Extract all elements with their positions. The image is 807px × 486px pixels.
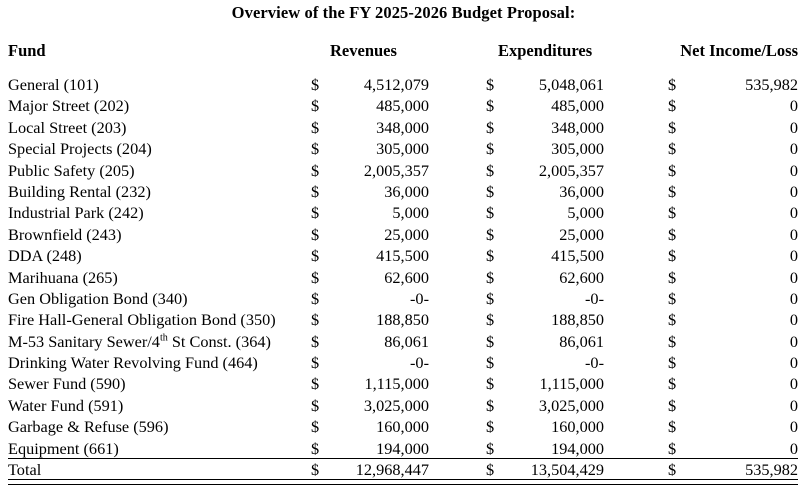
fund-name: Water Fund (591): [8, 395, 124, 415]
table-header-row: [0, 41, 807, 63]
currency-symbol-expenditures: $: [486, 75, 495, 94]
currency-symbol-expenditures: $: [486, 438, 495, 458]
net-value: 0: [789, 117, 798, 137]
currency-symbol-revenues: $: [311, 139, 320, 159]
fund-name: Industrial Park (242): [8, 203, 144, 223]
currency-symbol-expenditures: $: [486, 353, 495, 373]
currency-symbol-revenues: $: [311, 374, 320, 394]
currency-symbol-expenditures: $: [486, 417, 495, 437]
fund-name: Fire Hall-General Obligation Bond (350): [8, 310, 276, 330]
expenditures-value: 25,000: [559, 224, 604, 244]
currency-symbol-revenues: $: [311, 203, 320, 223]
expenditures-value: 36,000: [559, 181, 604, 201]
currency-symbol-net: $: [668, 288, 677, 308]
currency-symbol-revenues: $: [311, 160, 320, 180]
currency-symbol-net: $: [668, 460, 677, 479]
expenditures-value: 2,005,357: [538, 160, 604, 180]
fund-name: Local Street (203): [8, 117, 127, 137]
table-row: [0, 95, 807, 116]
table-row: [0, 309, 807, 330]
net-value: 0: [789, 417, 798, 437]
table-row: [0, 373, 807, 394]
net-value: 0: [789, 288, 798, 308]
net-value: 0: [789, 331, 798, 351]
net-value: 0: [789, 96, 798, 116]
table-row: [0, 202, 807, 223]
currency-symbol-revenues: $: [311, 417, 320, 437]
currency-symbol-revenues: $: [311, 224, 320, 244]
revenues-value: -0-: [410, 353, 429, 373]
revenues-value: 194,000: [376, 438, 429, 458]
currency-symbol-net: $: [668, 75, 677, 94]
fund-name: Building Rental (232): [8, 181, 151, 201]
currency-symbol-net: $: [668, 395, 677, 415]
currency-symbol-expenditures: $: [486, 331, 495, 351]
fund-name: Public Safety (205): [8, 160, 135, 180]
currency-symbol-revenues: $: [311, 117, 320, 137]
fund-name: Brownfield (243): [8, 224, 122, 244]
currency-symbol-revenues: $: [311, 460, 320, 479]
revenues-value: 1,115,000: [364, 374, 429, 394]
fund-name: Gen Obligation Bond (340): [8, 288, 188, 308]
currency-symbol-expenditures: $: [486, 181, 495, 201]
currency-symbol-revenues: $: [311, 395, 320, 415]
currency-symbol-revenues: $: [311, 181, 320, 201]
currency-symbol-net: $: [668, 203, 677, 223]
total-rule-below: [8, 484, 798, 485]
currency-symbol-net: $: [668, 331, 677, 351]
total-rule-above: [8, 458, 798, 459]
currency-symbol-expenditures: $: [486, 246, 495, 266]
currency-symbol-expenditures: $: [486, 224, 495, 244]
currency-symbol-expenditures: $: [486, 460, 495, 479]
net-value: 0: [789, 438, 798, 458]
table-row: [0, 160, 807, 181]
revenues-value: 86,061: [384, 331, 429, 351]
currency-symbol-expenditures: $: [486, 96, 495, 116]
revenues-value: 2,005,357: [363, 160, 429, 180]
net-value: 0: [789, 224, 798, 244]
net-value: 0: [789, 353, 798, 373]
currency-symbol-net: $: [668, 117, 677, 137]
revenues-value: 160,000: [376, 417, 429, 437]
fund-name: General (101): [8, 75, 99, 94]
currency-symbol-net: $: [668, 267, 677, 287]
revenues-value: 25,000: [384, 224, 429, 244]
currency-symbol-revenues: $: [311, 246, 320, 266]
expenditures-value: 485,000: [551, 96, 604, 116]
table-row: [0, 117, 807, 138]
net-value: 0: [789, 267, 798, 287]
table-row: [0, 416, 807, 437]
fund-name: Equipment (661): [8, 438, 119, 458]
revenues-value: 5,000: [392, 203, 429, 223]
revenues-value: 4,512,079: [363, 75, 429, 94]
currency-symbol-expenditures: $: [486, 139, 495, 159]
expenditures-value: 188,850: [551, 310, 604, 330]
revenues-value: 305,000: [376, 139, 429, 159]
expenditures-value: 5,000: [567, 203, 604, 223]
fund-name: Special Projects (204): [8, 139, 152, 159]
net-value: 0: [789, 374, 798, 394]
currency-symbol-net: $: [668, 417, 677, 437]
net-value: 0: [789, 139, 798, 159]
revenues-value: 62,600: [384, 267, 429, 287]
table-row: [0, 331, 807, 352]
table-row: [0, 181, 807, 202]
total-expenditures-value: 13,504,429: [530, 460, 604, 479]
currency-symbol-expenditures: $: [486, 203, 495, 223]
column-header-revenues: Revenues: [330, 41, 397, 60]
expenditures-value: 160,000: [551, 417, 604, 437]
fund-name: Major Street (202): [8, 96, 130, 116]
revenues-value: -0-: [410, 288, 429, 308]
total-revenues-value: 12,968,447: [355, 460, 429, 479]
currency-symbol-revenues: $: [311, 331, 320, 351]
fund-name: M-53 Sanitary Sewer/4th St Const. (364): [8, 331, 271, 351]
revenues-value: 348,000: [376, 117, 429, 137]
currency-symbol-net: $: [668, 310, 677, 330]
revenues-value: 485,000: [376, 96, 429, 116]
currency-symbol-net: $: [668, 139, 677, 159]
column-header-net-income-loss: Net Income/Loss: [680, 41, 798, 60]
table-row: [0, 267, 807, 288]
currency-symbol-expenditures: $: [486, 160, 495, 180]
currency-symbol-revenues: $: [311, 288, 320, 308]
currency-symbol-revenues: $: [311, 267, 320, 287]
fund-name: Sewer Fund (590): [8, 374, 126, 394]
currency-symbol-net: $: [668, 374, 677, 394]
table-row-total: [0, 460, 807, 481]
revenues-value: 188,850: [376, 310, 429, 330]
table-row: [0, 352, 807, 373]
currency-symbol-net: $: [668, 181, 677, 201]
expenditures-value: 3,025,000: [538, 395, 604, 415]
table-row: [0, 74, 807, 95]
currency-symbol-net: $: [668, 353, 677, 373]
currency-symbol-net: $: [668, 438, 677, 458]
expenditures-value: -0-: [585, 288, 604, 308]
net-value: 0: [789, 203, 798, 223]
revenues-value: 415,500: [376, 246, 429, 266]
total-label: Total: [8, 460, 42, 479]
page-title: Overview of the FY 2025-2026 Budget Proposal:: [231, 3, 576, 22]
currency-symbol-revenues: $: [311, 353, 320, 373]
revenues-value: 36,000: [384, 181, 429, 201]
net-value: 0: [789, 160, 798, 180]
currency-symbol-net: $: [668, 96, 677, 116]
table-row: [0, 138, 807, 159]
table-row: [0, 224, 807, 245]
column-header-expenditures: Expenditures: [498, 41, 593, 60]
currency-symbol-revenues: $: [311, 75, 320, 94]
net-value: 0: [789, 395, 798, 415]
expenditures-value: 194,000: [551, 438, 604, 458]
currency-symbol-expenditures: $: [486, 288, 495, 308]
fund-name: Garbage & Refuse (596): [8, 417, 169, 437]
currency-symbol-net: $: [668, 160, 677, 180]
column-header-fund: Fund: [8, 41, 46, 60]
table-row: [0, 245, 807, 266]
net-value: 0: [789, 181, 798, 201]
total-net-value: 535,982: [745, 460, 798, 479]
expenditures-value: 348,000: [551, 117, 604, 137]
revenues-value: 3,025,000: [363, 395, 429, 415]
net-value: 0: [789, 310, 798, 330]
table-body: [0, 74, 807, 459]
fund-name: Drinking Water Revolving Fund (464): [8, 353, 258, 373]
expenditures-value: 86,061: [559, 331, 604, 351]
table-row: [0, 395, 807, 416]
currency-symbol-net: $: [668, 246, 677, 266]
fund-name: DDA (248): [8, 246, 82, 266]
currency-symbol-expenditures: $: [486, 117, 495, 137]
table-row: [0, 288, 807, 309]
expenditures-value: 62,600: [559, 267, 604, 287]
currency-symbol-revenues: $: [311, 438, 320, 458]
currency-symbol-expenditures: $: [486, 374, 495, 394]
net-value: 535,982: [745, 75, 798, 94]
net-value: 0: [789, 246, 798, 266]
fund-name: Marihuana (265): [8, 267, 118, 287]
currency-symbol-expenditures: $: [486, 395, 495, 415]
table-row: [0, 438, 807, 459]
expenditures-value: 305,000: [551, 139, 604, 159]
currency-symbol-net: $: [668, 224, 677, 244]
expenditures-value: 1,115,000: [539, 374, 604, 394]
currency-symbol-revenues: $: [311, 96, 320, 116]
expenditures-value: -0-: [585, 353, 604, 373]
expenditures-value: 415,500: [551, 246, 604, 266]
currency-symbol-expenditures: $: [486, 267, 495, 287]
currency-symbol-expenditures: $: [486, 310, 495, 330]
currency-symbol-revenues: $: [311, 310, 320, 330]
expenditures-value: 5,048,061: [538, 75, 604, 94]
